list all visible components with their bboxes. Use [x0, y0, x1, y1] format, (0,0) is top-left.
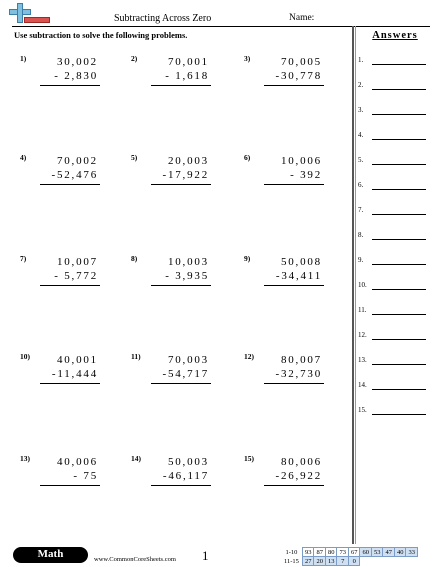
score-cell: 13 — [325, 557, 337, 566]
answer-blank[interactable] — [372, 264, 426, 265]
score-cell: 80 — [325, 548, 337, 557]
minuend: 70,002 — [56, 155, 98, 167]
answer-row — [358, 405, 428, 417]
subtrahend: - 1,618 — [165, 70, 209, 82]
problem-number: 7) — [20, 254, 27, 263]
answer-line — [264, 184, 324, 185]
problem — [131, 54, 221, 100]
problem — [244, 352, 334, 398]
answer-line — [264, 485, 324, 486]
score-cell: 0 — [348, 557, 360, 566]
name-label: Name: — [289, 13, 315, 23]
score-range-label: 1-10 — [285, 548, 298, 556]
score-cell: 93 — [302, 548, 314, 557]
minuend: 40,001 — [56, 354, 98, 366]
answer-line — [40, 285, 100, 286]
answer-line — [264, 85, 324, 86]
logo — [8, 3, 50, 25]
answer-row — [358, 105, 428, 117]
answer-number: 1. — [358, 56, 364, 64]
minuend: 20,003 — [167, 155, 209, 167]
plus-icon — [17, 3, 23, 23]
answer-line — [40, 485, 100, 486]
answer-column-divider — [352, 26, 354, 544]
answer-blank[interactable] — [372, 214, 426, 215]
header-rule — [12, 26, 430, 27]
answer-line — [151, 285, 211, 286]
minuend: 30,002 — [56, 56, 98, 68]
problem-number: 1) — [20, 54, 27, 63]
answer-line — [151, 485, 211, 486]
score-cell: 87 — [314, 548, 326, 557]
score-cell: 73 — [337, 548, 349, 557]
answer-blank[interactable] — [372, 414, 426, 415]
minuend: 10,006 — [280, 155, 322, 167]
problem — [131, 153, 221, 199]
problem — [244, 254, 334, 300]
minuend: 80,006 — [280, 456, 322, 468]
answer-column-divider-inner — [355, 26, 356, 544]
minuend: 70,001 — [167, 56, 209, 68]
score-cell: 47 — [383, 548, 395, 557]
answer-blank[interactable] — [372, 314, 426, 315]
answer-number: 3. — [358, 106, 364, 114]
score-range-label: 11-15 — [284, 557, 299, 565]
worksheet-title: Subtracting Across Zero — [114, 13, 212, 24]
answer-number: 4. — [358, 131, 364, 139]
problem-number: 9) — [244, 254, 251, 263]
problem — [20, 352, 110, 398]
problem-number: 5) — [131, 153, 138, 162]
answer-blank[interactable] — [372, 339, 426, 340]
problem — [20, 454, 110, 500]
answer-row — [358, 305, 428, 317]
problem — [131, 352, 221, 398]
subtrahend: -11,444 — [51, 368, 98, 380]
score-cell: 33 — [406, 548, 418, 557]
subtrahend: -46,117 — [162, 470, 209, 482]
answer-row — [358, 55, 428, 67]
answer-number: 11. — [358, 306, 367, 314]
answer-blank[interactable] — [372, 139, 426, 140]
score-cell: 27 — [302, 557, 314, 566]
answer-blank[interactable] — [372, 189, 426, 190]
answer-number: 2. — [358, 81, 364, 89]
page-number: 1 — [202, 548, 209, 563]
answer-row — [358, 205, 428, 217]
minuend: 10,007 — [56, 256, 98, 268]
subtrahend: - 392 — [290, 169, 322, 181]
answer-number: 12. — [358, 331, 367, 339]
answer-blank[interactable] — [372, 114, 426, 115]
subtrahend: -26,922 — [275, 470, 322, 482]
subtrahend: -17,922 — [162, 169, 209, 181]
minuend: 40,006 — [56, 456, 98, 468]
subtrahend: -32,730 — [275, 368, 322, 380]
answer-row — [358, 355, 428, 367]
score-row — [282, 548, 417, 557]
minuend: 10,003 — [167, 256, 209, 268]
problem — [131, 454, 221, 500]
subtrahend: -34,411 — [275, 270, 322, 282]
answer-blank[interactable] — [372, 164, 426, 165]
minuend: 70,005 — [280, 56, 322, 68]
subtrahend: -54,717 — [162, 368, 209, 380]
answer-number: 10. — [358, 281, 367, 289]
answer-number: 14. — [358, 381, 367, 389]
problem — [20, 153, 110, 199]
score-cell: 40 — [394, 548, 406, 557]
answer-row — [358, 80, 428, 92]
score-row — [282, 557, 417, 566]
answers-title: Answers — [372, 30, 418, 41]
problem-number: 13) — [20, 454, 30, 463]
problem-number: 3) — [244, 54, 251, 63]
answer-line — [264, 383, 324, 384]
problem-number: 4) — [20, 153, 27, 162]
score-cell: 53 — [371, 548, 383, 557]
answer-blank[interactable] — [372, 389, 426, 390]
answer-line — [151, 383, 211, 384]
score-cell: 7 — [337, 557, 349, 566]
answer-row — [358, 280, 428, 292]
problem-number: 11) — [131, 352, 141, 361]
minuend: 50,008 — [280, 256, 322, 268]
score-table — [282, 547, 418, 566]
problem — [244, 454, 334, 500]
answer-line — [40, 184, 100, 185]
answer-row — [358, 255, 428, 267]
score-cell: 20 — [314, 557, 326, 566]
problem-number: 14) — [131, 454, 141, 463]
problem — [244, 153, 334, 199]
problem — [244, 54, 334, 100]
subtrahend: - 5,772 — [54, 270, 98, 282]
answer-number: 15. — [358, 406, 367, 414]
answer-number: 7. — [358, 206, 364, 214]
subtrahend: -52,476 — [51, 169, 98, 181]
problem-number: 15) — [244, 454, 254, 463]
answer-row — [358, 380, 428, 392]
problem — [131, 254, 221, 300]
answer-number: 9. — [358, 256, 364, 264]
instructions: Use subtraction to solve the following problems. — [14, 30, 188, 40]
problem-number: 10) — [20, 352, 30, 361]
problem-number: 2) — [131, 54, 138, 63]
subtrahend: - 75 — [73, 470, 98, 482]
score-cell: 60 — [360, 548, 372, 557]
score-cell: 67 — [348, 548, 360, 557]
answer-line — [151, 184, 211, 185]
answer-line — [151, 85, 211, 86]
answer-line — [40, 383, 100, 384]
answer-number: 13. — [358, 356, 367, 364]
answer-row — [358, 155, 428, 167]
minus-icon — [24, 17, 50, 23]
answer-row — [358, 230, 428, 242]
minuend: 70,003 — [167, 354, 209, 366]
answer-row — [358, 180, 428, 192]
problem-number: 6) — [244, 153, 251, 162]
problem-number: 8) — [131, 254, 138, 263]
problem-number: 12) — [244, 352, 254, 361]
answer-blank[interactable] — [372, 364, 426, 365]
problem — [20, 54, 110, 100]
subtrahend: - 3,935 — [165, 270, 209, 282]
problem — [20, 254, 110, 300]
answer-row — [358, 330, 428, 342]
minuend: 80,007 — [280, 354, 322, 366]
answer-line — [40, 85, 100, 86]
answer-number: 6. — [358, 181, 364, 189]
subject-label: Math — [37, 548, 64, 560]
answer-number: 8. — [358, 231, 364, 239]
subtrahend: -30,778 — [275, 70, 322, 82]
answer-blank[interactable] — [372, 239, 426, 240]
site-url: www.CommonCoreSheets.com — [94, 556, 176, 563]
answer-row — [358, 130, 428, 142]
subtrahend: - 2,830 — [54, 70, 98, 82]
minuend: 50,003 — [167, 456, 209, 468]
answer-blank[interactable] — [372, 289, 426, 290]
answer-line — [264, 285, 324, 286]
answer-blank[interactable] — [372, 64, 426, 65]
answer-number: 5. — [358, 156, 364, 164]
answer-blank[interactable] — [372, 89, 426, 90]
